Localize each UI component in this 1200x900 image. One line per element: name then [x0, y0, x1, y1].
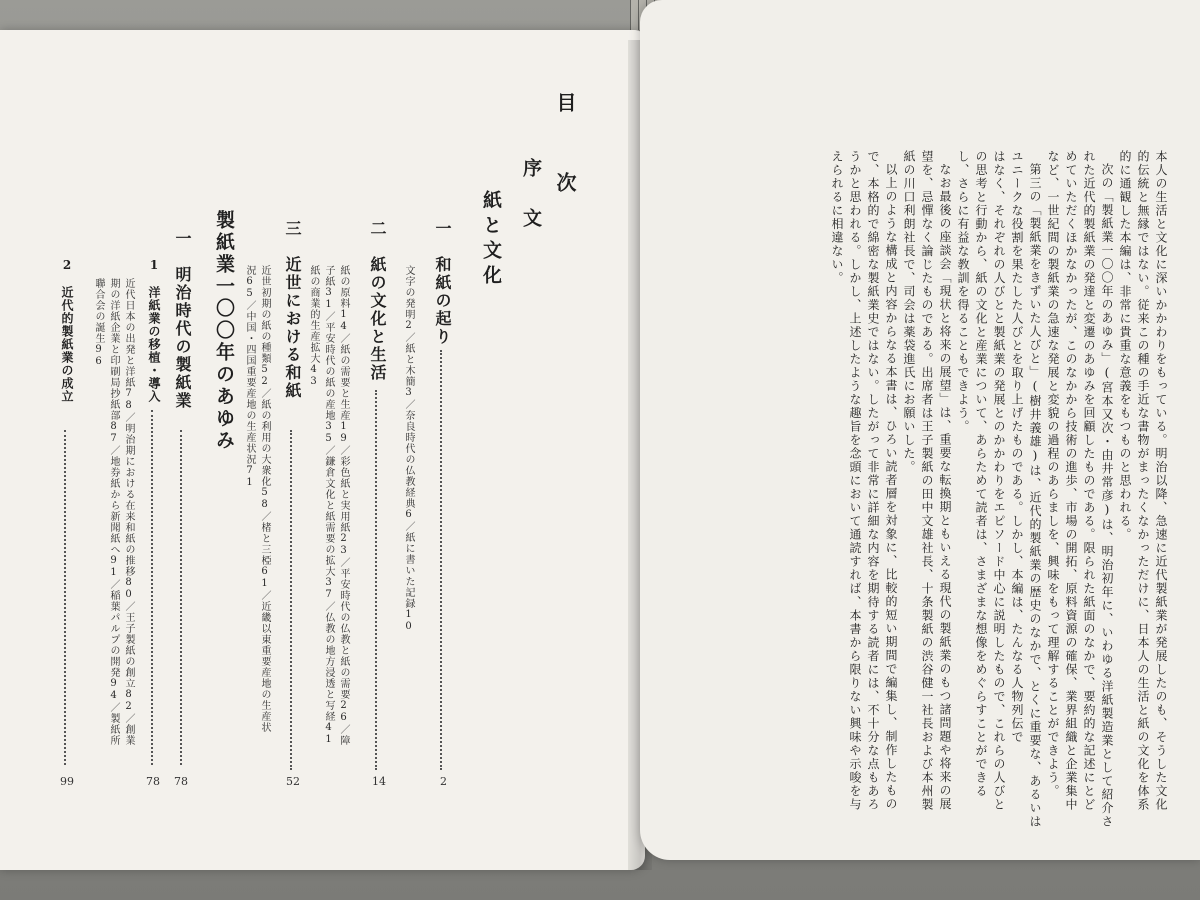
right-page-preface	[640, 0, 1200, 860]
preface-line-11: の思考と行動から、紙の文化と産業について、あらためて読者は、さまざまな想像をめぐらすことができる	[974, 150, 988, 798]
preface-line-6: めていただくほかなかったが、このなかから技術の進歩、市場の開拓、原料資源の確保、業界組織と企業集中	[1064, 150, 1078, 812]
toc-preface: 序 文	[520, 158, 542, 233]
preface-line-19: えられるに相違ない。	[830, 150, 844, 285]
preface-line-18: うかと思われる。しかし、上述したような趣旨を念頭において通読すれば、本書から限りない興味や示唆を与	[848, 150, 862, 812]
preface-line-17: で、本格的で綿密な製紙業史ではない。したがって非常に詳細な内容を期待する読者には、不十分な点もあろ	[866, 150, 880, 812]
preface-line-16: 以上のような構成と内容からなる本書は、ひろい読者層を対象に、比較的短い期間で編集し、制作したもの	[884, 163, 898, 811]
preface-line-14: 望を、忌憚なく論じたものである。出席者は王子製紙の田中文雄社長、十条製紙の渋谷健一社長および本州製	[920, 150, 934, 812]
toc-ch1-desc: 文字の発明2／紙と木簡3／奈良時代の仏教経典6／紙に書いた記録10	[403, 265, 414, 633]
toc-ch2-title: 二 紙の文化と生活	[368, 220, 387, 382]
toc-part2-title: 製紙業一〇〇年のあゆみ	[213, 210, 235, 452]
preface-line-2: 的伝統と無縁ではない。従来この種の手近な書物がまったくなかっただけに、日本人の生活と紙の文化を体系	[1136, 150, 1150, 812]
toc-ch1-page: 2	[440, 775, 447, 788]
left-page-toc	[0, 30, 645, 870]
toc-ch2-desc-1: 紙の原料14／紙の需要と生産19／彩色紙と実用紙23／平安時代の仏教と紙の需要26／障	[338, 265, 349, 746]
toc-ch2-page: 14	[372, 775, 386, 788]
toc-ch3-desc-2: 況65／中国・四国重要産地の生産状況71	[244, 265, 255, 489]
preface-line-15: 紙の川口利朗社長で、司会は薬袋進氏にお願いした。	[902, 150, 916, 474]
toc-ch2-desc-2: 子紙31／平安時代の紙の産地35／鎌倉文化と紙需要の拡大37／仏教の地方浸透と写経41	[323, 265, 334, 746]
toc-ch1-leader	[440, 350, 442, 770]
toc-p2ch1-title: 一 明治時代の製紙業	[173, 230, 192, 410]
preface-line-9: ユニークな役割を果たした人びとを取り上げたものである。しかし、本編は、たんなる人物列伝で	[1010, 150, 1024, 744]
toc-p2ch1-leader	[180, 430, 182, 765]
preface-line-1: 本人の生活と文化に深いかかわりをもっている。明治以降、急速に近代製紙業が発展したのも、そうした文化	[1154, 150, 1168, 812]
toc-ch3-desc-1: 近世初期の紙の種類52／紙の利用の大衆化58／楮と三椏61／近畿以東重要産地の生産状	[259, 265, 270, 733]
preface-line-13: なお最後の座談会「現状と将来の展望」は、重要な転換期ともいえる現代の製紙業のもつ諸問題や将来の展	[938, 163, 952, 811]
toc-sub2-leader	[64, 430, 66, 765]
toc-sub1-title: 1 洋紙業の移植・導入	[147, 258, 161, 403]
toc-ch3-title: 三 近世における和紙	[283, 220, 302, 400]
toc-ch2-leader	[375, 390, 377, 770]
toc-sub1-desc-2: 期の洋紙企業と印刷局抄紙部87／地券紙から新聞紙へ91／稲葉パルプの開発94／製紙所	[108, 278, 119, 746]
toc-p2ch1-page: 78	[174, 775, 188, 788]
preface-line-10: はなく、それぞれの人びとと製紙業の発展とのかかわりをエピソード中心に説明したもので、これらの人びと	[992, 150, 1006, 812]
toc-sub2-page: 99	[60, 775, 74, 788]
toc-sub1-leader	[151, 410, 153, 765]
preface-line-12: し、さらに有益な教訓を得ることもできよう。	[956, 150, 970, 434]
toc-ch2-desc-3: 紙の商業的生産拡大43	[308, 265, 319, 388]
preface-line-5: れた近代的製紙業の発達と変遷のあゆみを回顧したものである。限られた紙面のなかで、要約的な記述にとど	[1082, 150, 1096, 812]
toc-ch1-title: 一 和紙の起り	[433, 220, 452, 346]
toc-sub1-page: 78	[146, 775, 160, 788]
preface-line-4: 次の「製紙業一〇〇年のあゆみ」(宮本又次・由井常彦)は、明治初年に、いわゆる洋紙製造業として紹介さ	[1100, 163, 1114, 829]
preface-line-7: など、一世紀間の製紙業の急速な発展と変貌の過程のあらましを、興味をもって理解することができよう。	[1046, 150, 1060, 798]
toc-sub1-desc-3: 聯合会の誕生96	[93, 278, 104, 368]
preface-line-3: 的に通観した本編は、非常に貴重な意義をもつものと思われる。	[1118, 150, 1132, 542]
toc-sub1-desc-1: 近代日本の出発と洋紙78／明治期における在来和紙の推移80／王子製紙の創立82／創業	[123, 278, 134, 746]
toc-heading: 目 次	[553, 92, 577, 212]
toc-ch3-leader	[290, 430, 292, 770]
toc-part1-title: 紙と文化	[480, 190, 502, 290]
toc-ch3-page: 52	[286, 775, 300, 788]
toc-sub2-title: 2 近代的製紙業の成立	[60, 258, 74, 403]
preface-line-8: 第三の「製紙業をきずいた人びと」(樹井義雄)は、近代的製紙業の歴史のなかで、とくに重要な、あるいは	[1028, 163, 1042, 829]
